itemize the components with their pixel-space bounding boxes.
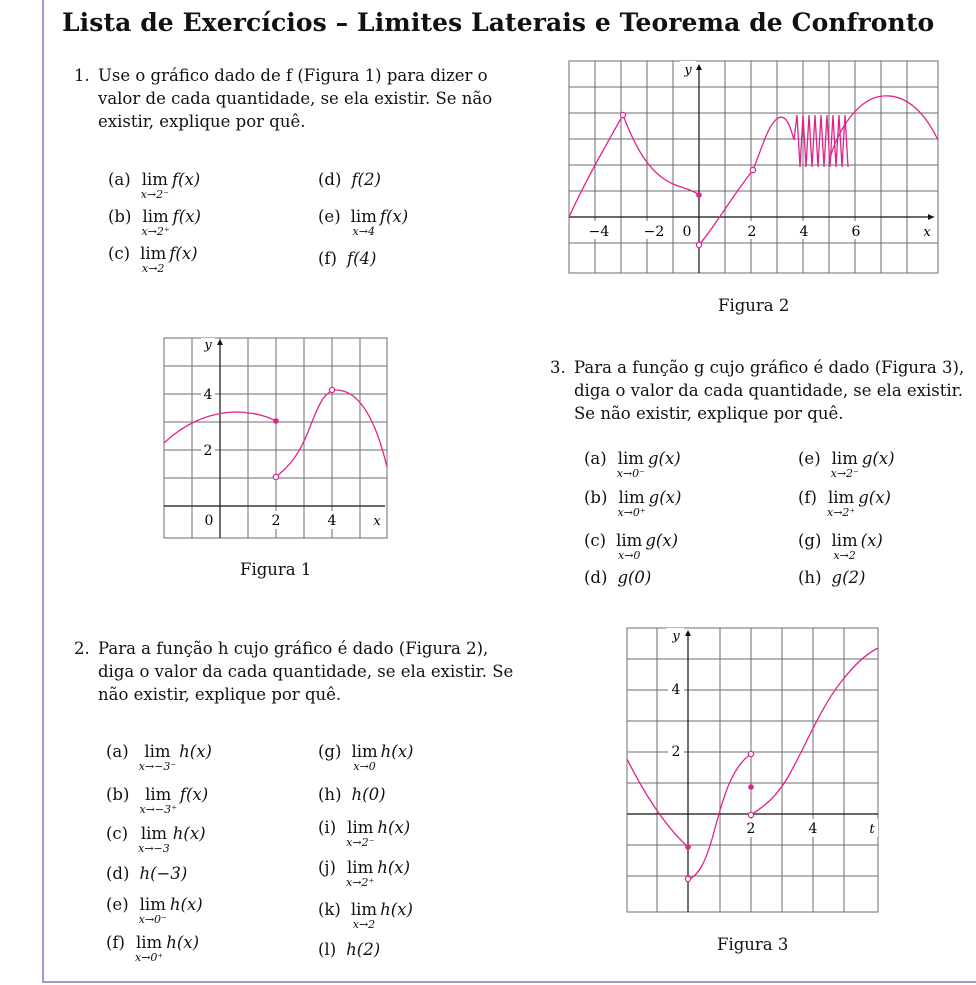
exercise-2-item-k: (k) lim x→2 h(x) <box>318 900 413 931</box>
exercise-2-item-i: (i) lim x→2⁻ h(x) <box>318 818 411 849</box>
exercise-2-item-j: (j) lim x→2⁺ h(x) <box>318 858 411 889</box>
figure-3-xtick-2: 2 <box>746 821 756 837</box>
figure-1-ytick-4: 4 <box>203 387 213 403</box>
exercise-3-item-b: (b) lim x→0⁺ g(x) <box>584 488 682 519</box>
exercise-3-number: 3. <box>550 358 566 377</box>
figure-3-open-point <box>748 812 753 817</box>
figure-1-y-label: y <box>204 338 212 353</box>
exercise-2-item-h: (h) h(0) <box>318 785 386 804</box>
figure-3-axis-arrow <box>685 630 691 636</box>
figure-1-axes <box>164 341 385 538</box>
figure-2-open-point <box>696 242 701 247</box>
figure-3-x-label: t <box>869 822 875 837</box>
figure-1-xtick-2: 2 <box>271 513 281 529</box>
bottom-margin-rule <box>42 981 976 983</box>
exercise-1-number: 1. <box>74 66 90 85</box>
figure-2-xtick-neg2: −2 <box>643 224 665 240</box>
exercise-1-item-c: (c) lim x→2 f(x) <box>108 244 198 275</box>
figure-2-xtick-6: 6 <box>851 224 861 240</box>
exercise-3-item-f: (f) lim x→2⁺ g(x) <box>798 488 891 519</box>
figure-3-caption: Figura 3 <box>717 935 789 954</box>
exercise-1-item-a: (a) lim x→2⁻ f(x) <box>108 170 201 201</box>
figure-3-curve <box>627 648 878 879</box>
figure-2-closed-point <box>696 192 702 198</box>
figure-1-closed-point <box>273 418 279 424</box>
left-margin-rule <box>42 0 44 983</box>
exercise-2-item-l: (l) h(2) <box>318 940 381 959</box>
figure-2-xtick-0: 0 <box>682 224 692 240</box>
figure-1-graph <box>163 337 389 542</box>
figure-1-ytick-2: 2 <box>203 443 213 459</box>
figure-1-open-point <box>329 387 334 392</box>
exercise-2-text: Para a função h cujo gráfico é dado (Figura 2), diga o valor da cada quantidade, se ela existir. Se não existir, explique por quê. <box>98 639 514 704</box>
figure-3-ytick-4: 4 <box>671 682 681 698</box>
exercise-2-item-d: (d) h(−3) <box>106 864 188 883</box>
exercise-2-item-c: (c) lim x→−3 h(x) <box>106 824 206 855</box>
figure-1-grid <box>164 338 387 538</box>
exercise-2-item-b: (b) lim x→−3⁺ f(x) <box>106 785 209 816</box>
figure-1-caption: Figura 1 <box>240 560 312 579</box>
exercise-2-item-a: (a) lim x→−3⁻ h(x) <box>106 742 212 773</box>
exercise-2-item-f: (f) lim x→0⁺ h(x) <box>106 933 200 964</box>
figure-3-xtick-4: 4 <box>808 821 818 837</box>
exercise-3-item-c: (c) lim x→0 g(x) <box>584 531 679 562</box>
exercise-1-item-b: (b) lim x→2⁺ f(x) <box>108 207 201 238</box>
figure-3-open-point <box>685 876 690 881</box>
figure-2-xtick-4: 4 <box>799 224 809 240</box>
figure-3-y-label: y <box>672 629 680 644</box>
figure-2-caption: Figura 2 <box>718 296 790 315</box>
exercise-3-item-a: (a) lim x→0⁻ g(x) <box>584 449 681 480</box>
figure-3-graph <box>626 627 880 914</box>
exercise-2-item-g: (g) lim x→0 h(x) <box>318 742 414 773</box>
figure-3-grid <box>627 628 878 912</box>
exercise-3-item-d: (d) g(0) <box>584 568 652 587</box>
exercise-3-item-e: (e) lim x→2⁻ g(x) <box>798 449 895 480</box>
exercise-1-statement <box>74 64 514 133</box>
exercise-2-statement <box>74 637 514 706</box>
figure-1-xtick-0: 0 <box>204 513 214 529</box>
figure-3-open-point <box>748 751 753 756</box>
figure-1-axis-arrow <box>217 339 223 345</box>
exercise-1-text: Use o gráfico dado de f (Figura 1) para dizer o valor de cada quantidade, se ela existir. Se não existir, explique por quê. <box>98 66 493 131</box>
figure-2-graph <box>568 60 940 274</box>
figure-1-xtick-4: 4 <box>327 513 337 529</box>
exercise-2-number: 2. <box>74 639 90 658</box>
figure-3-ytick-2: 2 <box>671 744 681 760</box>
exercise-2-item-e: (e) lim x→0⁻ h(x) <box>106 895 203 926</box>
figure-2-xtick-neg4: −4 <box>588 224 610 240</box>
figure-3-axes <box>627 633 878 912</box>
exercise-1-item-d: (d) f(2) <box>318 170 381 189</box>
exercise-1-item-e: (e) lim x→4 f(x) <box>318 207 409 238</box>
figure-2-open-point <box>750 167 755 172</box>
figure-2-x-label: x <box>923 225 931 240</box>
exercise-3-statement <box>550 356 976 425</box>
exercise-3-item-g: (g) lim x→2 (x) <box>798 531 883 562</box>
page-title: Lista de Exercícios – Limites Laterais e Teorema de Confronto <box>62 8 935 37</box>
figure-2-y-label: y <box>684 63 692 78</box>
exercise-3-text: Para a função g cujo gráfico é dado (Figura 3), diga o valor da cada quantidade, se ela existir. Se não existir, explique por quê. <box>574 358 965 423</box>
figure-1-open-point <box>273 474 278 479</box>
figure-2-open-point <box>620 112 625 117</box>
figure-2-xtick-2: 2 <box>747 224 757 240</box>
figure-3-closed-point <box>685 844 691 850</box>
exercise-3-item-h: (h) g(2) <box>798 568 866 587</box>
exercise-1-item-f: (f) f(4) <box>318 249 377 268</box>
figure-3-closed-point <box>748 784 754 790</box>
figure-1-x-label: x <box>373 514 381 529</box>
